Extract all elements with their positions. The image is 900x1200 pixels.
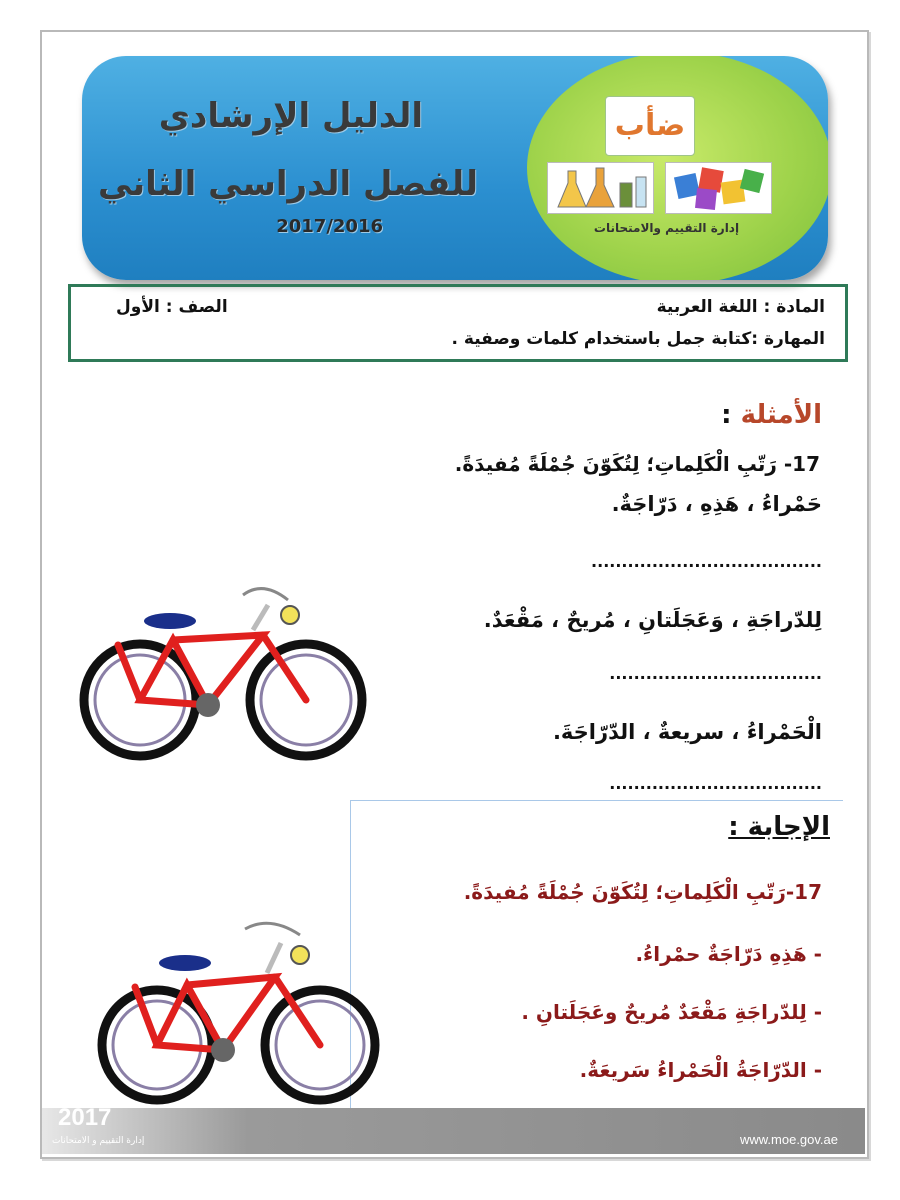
word-set-1: حَمْراءُ ، هَذِهِ ، دَرّاجَةٌ. <box>611 492 822 516</box>
bicycle-illustration <box>78 575 368 765</box>
subject-label: المادة : اللغة العربية <box>656 297 825 317</box>
answer-question: 17-رَتّبِ الْكَلِماتِ؛ لِتُكَوّنَ جُمْلَةً مُفيدَةً. <box>463 880 822 904</box>
banner-title-line1: الدليل الإرشادي <box>158 96 423 136</box>
bicycle-illustration-2 <box>95 915 385 1105</box>
example-question: 17- رَتّبِ الْكَلِماتِ؛ لِتُكَوّنَ جُمْلَةً مُفيدَةً. <box>454 452 820 476</box>
lab-beakers-image <box>547 162 654 214</box>
lesson-info-box <box>68 284 848 362</box>
examples-heading <box>721 400 822 430</box>
answer-line-1: - هَذِهِ دَرّاجَةٌ حمْراءُ. <box>635 942 822 966</box>
word-set-2: لِلدّراجَةِ ، وَعَجَلَتانِ ، مُريحٌ ، مَقْعَدٌ. <box>483 608 822 632</box>
answer-line-3: - الدّرّاجَةُ الْحَمْراءُ سَريعَةٌ. <box>579 1058 822 1082</box>
footer-year: 2017 <box>58 1104 112 1131</box>
footer-url[interactable]: www.moe.gov.ae <box>739 1132 838 1147</box>
word-set-3: الْحَمْراءُ ، سريعةٌ ، الدّرّاجَةَ. <box>552 720 822 744</box>
answer-blank-1: ...................................... <box>591 552 822 571</box>
footer-bar <box>42 1108 865 1154</box>
brand-logo: ضأب <box>605 96 695 156</box>
answer-blank-2: ................................... <box>609 664 822 683</box>
answer-heading: الإجابة : <box>728 812 830 842</box>
footer-department: إدارة التقييم و الامتحانات <box>52 1136 145 1146</box>
answer-line-2: - لِلدّراجَةِ مَقْعَدٌ مُريحٌ وعَجَلَتانِ . <box>521 1000 822 1024</box>
banner-title-line2: للفصل الدراسي الثاني <box>98 164 478 204</box>
banner-department: إدارة التقييم والامتحانات <box>593 221 740 235</box>
banner-year: 2017/2016 <box>276 216 383 237</box>
examples-heading-text: الأمثلة <box>740 400 822 430</box>
grade-label: الصف : الأول <box>116 297 228 317</box>
examples-heading-colon: : <box>721 400 741 430</box>
answer-blank-3: ................................... <box>609 774 822 793</box>
number-cubes-image <box>665 162 772 214</box>
header-banner <box>82 56 828 280</box>
skill-label: المهارة :كتابة جمل باستخدام كلمات وصفية . <box>451 329 825 349</box>
